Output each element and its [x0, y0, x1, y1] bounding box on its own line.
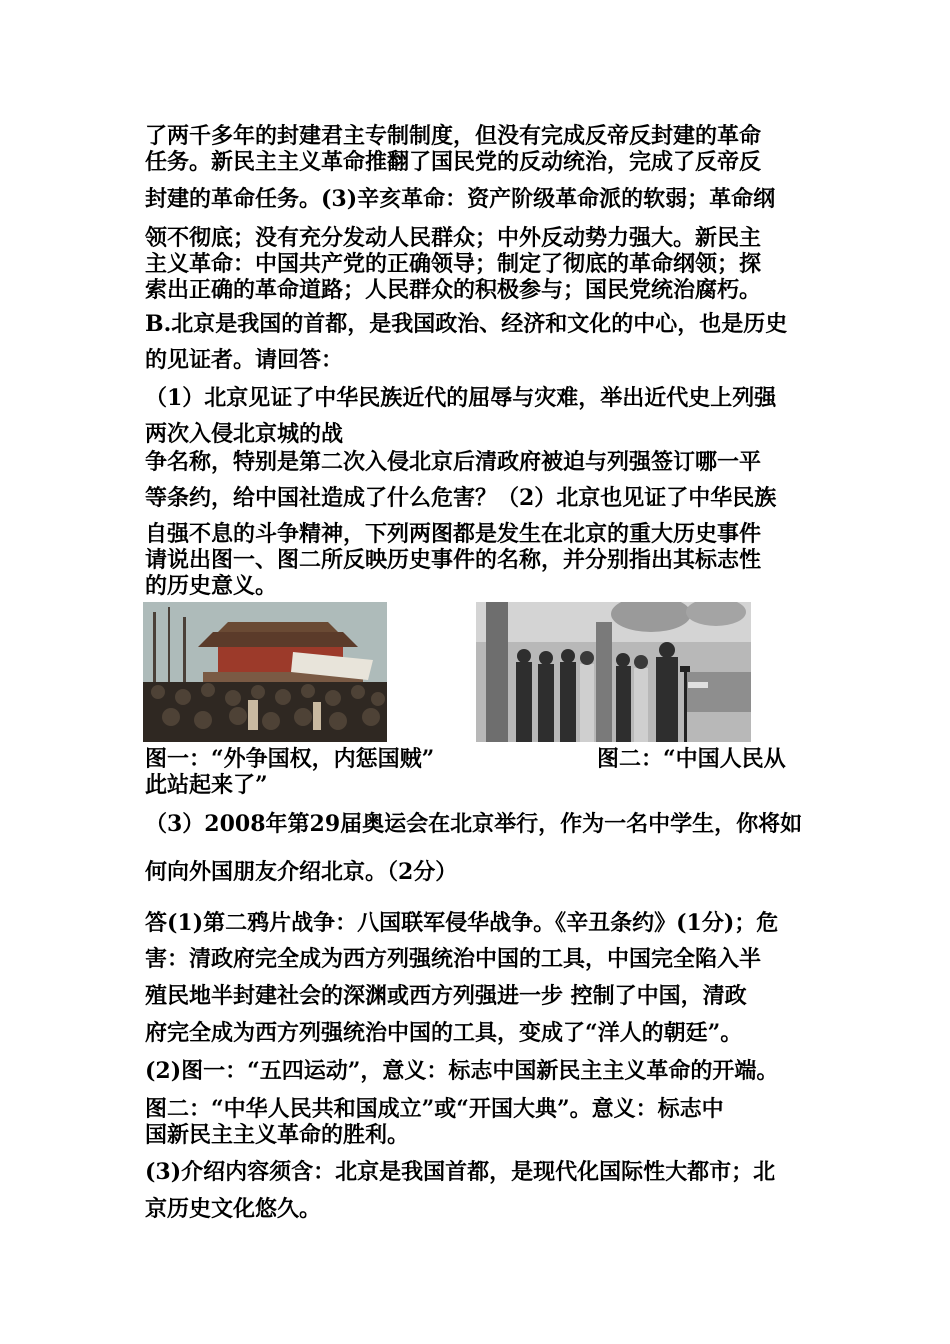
figure-1-illustration: [143, 602, 387, 742]
figure-2-caption: 图二：“中国人民从: [597, 746, 786, 772]
text-line: （3）2008年第29届奥运会在北京举行，作为一名中学生，你将如: [145, 811, 803, 837]
text-line: 两次入侵北京城的战: [145, 421, 344, 447]
text-line: 的见证者。请回答：: [145, 347, 344, 373]
text-line: 等条约，给中国社造成了什么危害？（2）北京也见证了中华民族: [145, 485, 777, 511]
figure-2-caption-continued: 此站起来了”: [145, 772, 268, 798]
text-line: 争名称，特别是第二次入侵北京后清政府被迫与列强签订哪一平: [145, 449, 762, 475]
answer-line: (3)介绍内容须含：北京是我国首都，是现代化国际性大都市；北: [145, 1159, 776, 1185]
text-line: 任务。新民主主义革命推翻了国民党的反动统治，完成了反帝反: [145, 149, 762, 175]
text-line: B.北京是我国的首都，是我国政治、经济和文化的中心，也是历史: [145, 311, 788, 337]
text-line: 请说出图一、图二所反映历史事件的名称，并分别指出其标志性: [145, 547, 762, 573]
text-line: （1）北京见证了中华民族近代的屈辱与灾难，举出近代史上列强: [145, 385, 777, 411]
figure-2-illustration: [476, 602, 751, 742]
answer-line: 府完全成为西方列强统治中国的工具，变成了“洋人的朝廷”。: [145, 1020, 743, 1046]
text-line: 自强不息的斗争精神，下列两图都是发生在北京的重大历史事件: [145, 521, 762, 547]
answer-line: 图二：“中华人民共和国成立”或“开国大典”。意义：标志中: [145, 1096, 724, 1122]
text-line: 何向外国朋友介绍北京。（2分）: [145, 859, 458, 885]
answer-line: 京历史文化悠久。: [145, 1196, 322, 1222]
answer-line: (2)图一：“五四运动”，意义：标志中国新民主主义革命的开端。: [145, 1058, 779, 1084]
text-line: 领不彻底；没有充分发动人民群众；中外反动势力强大。新民主: [145, 225, 762, 251]
text-line: 了两千多年的封建君主专制制度，但没有完成反帝反封建的革命: [145, 123, 762, 149]
answer-line: 殖民地半封建社会的深渊或西方列强进一步 控制了中国，清政: [145, 983, 747, 1009]
answer-line: 害：清政府完全成为西方列强统治中国的工具，中国完全陷入半: [145, 946, 762, 972]
figure-2-founding-ceremony-photo: [476, 602, 751, 742]
text-line: 封建的革命任务。(3)辛亥革命：资产阶级革命派的软弱；革命纲: [145, 186, 776, 212]
text-line: 的历史意义。: [145, 573, 278, 599]
figure-1-may-fourth-photo: [143, 602, 387, 742]
answer-line: 国新民主主义革命的胜利。: [145, 1122, 410, 1148]
answer-line: 答(1)第二鸦片战争：八国联军侵华战争。《辛丑条约》(1分)；危: [145, 910, 779, 936]
text-line: 索出正确的革命道路；人民群众的积极参与；国民党统治腐朽。: [145, 277, 762, 303]
text-line: 主义革命：中国共产党的正确领导；制定了彻底的革命纲领；探: [145, 251, 762, 277]
figure-1-caption: 图一：“外争国权，内惩国贼”: [145, 746, 435, 772]
